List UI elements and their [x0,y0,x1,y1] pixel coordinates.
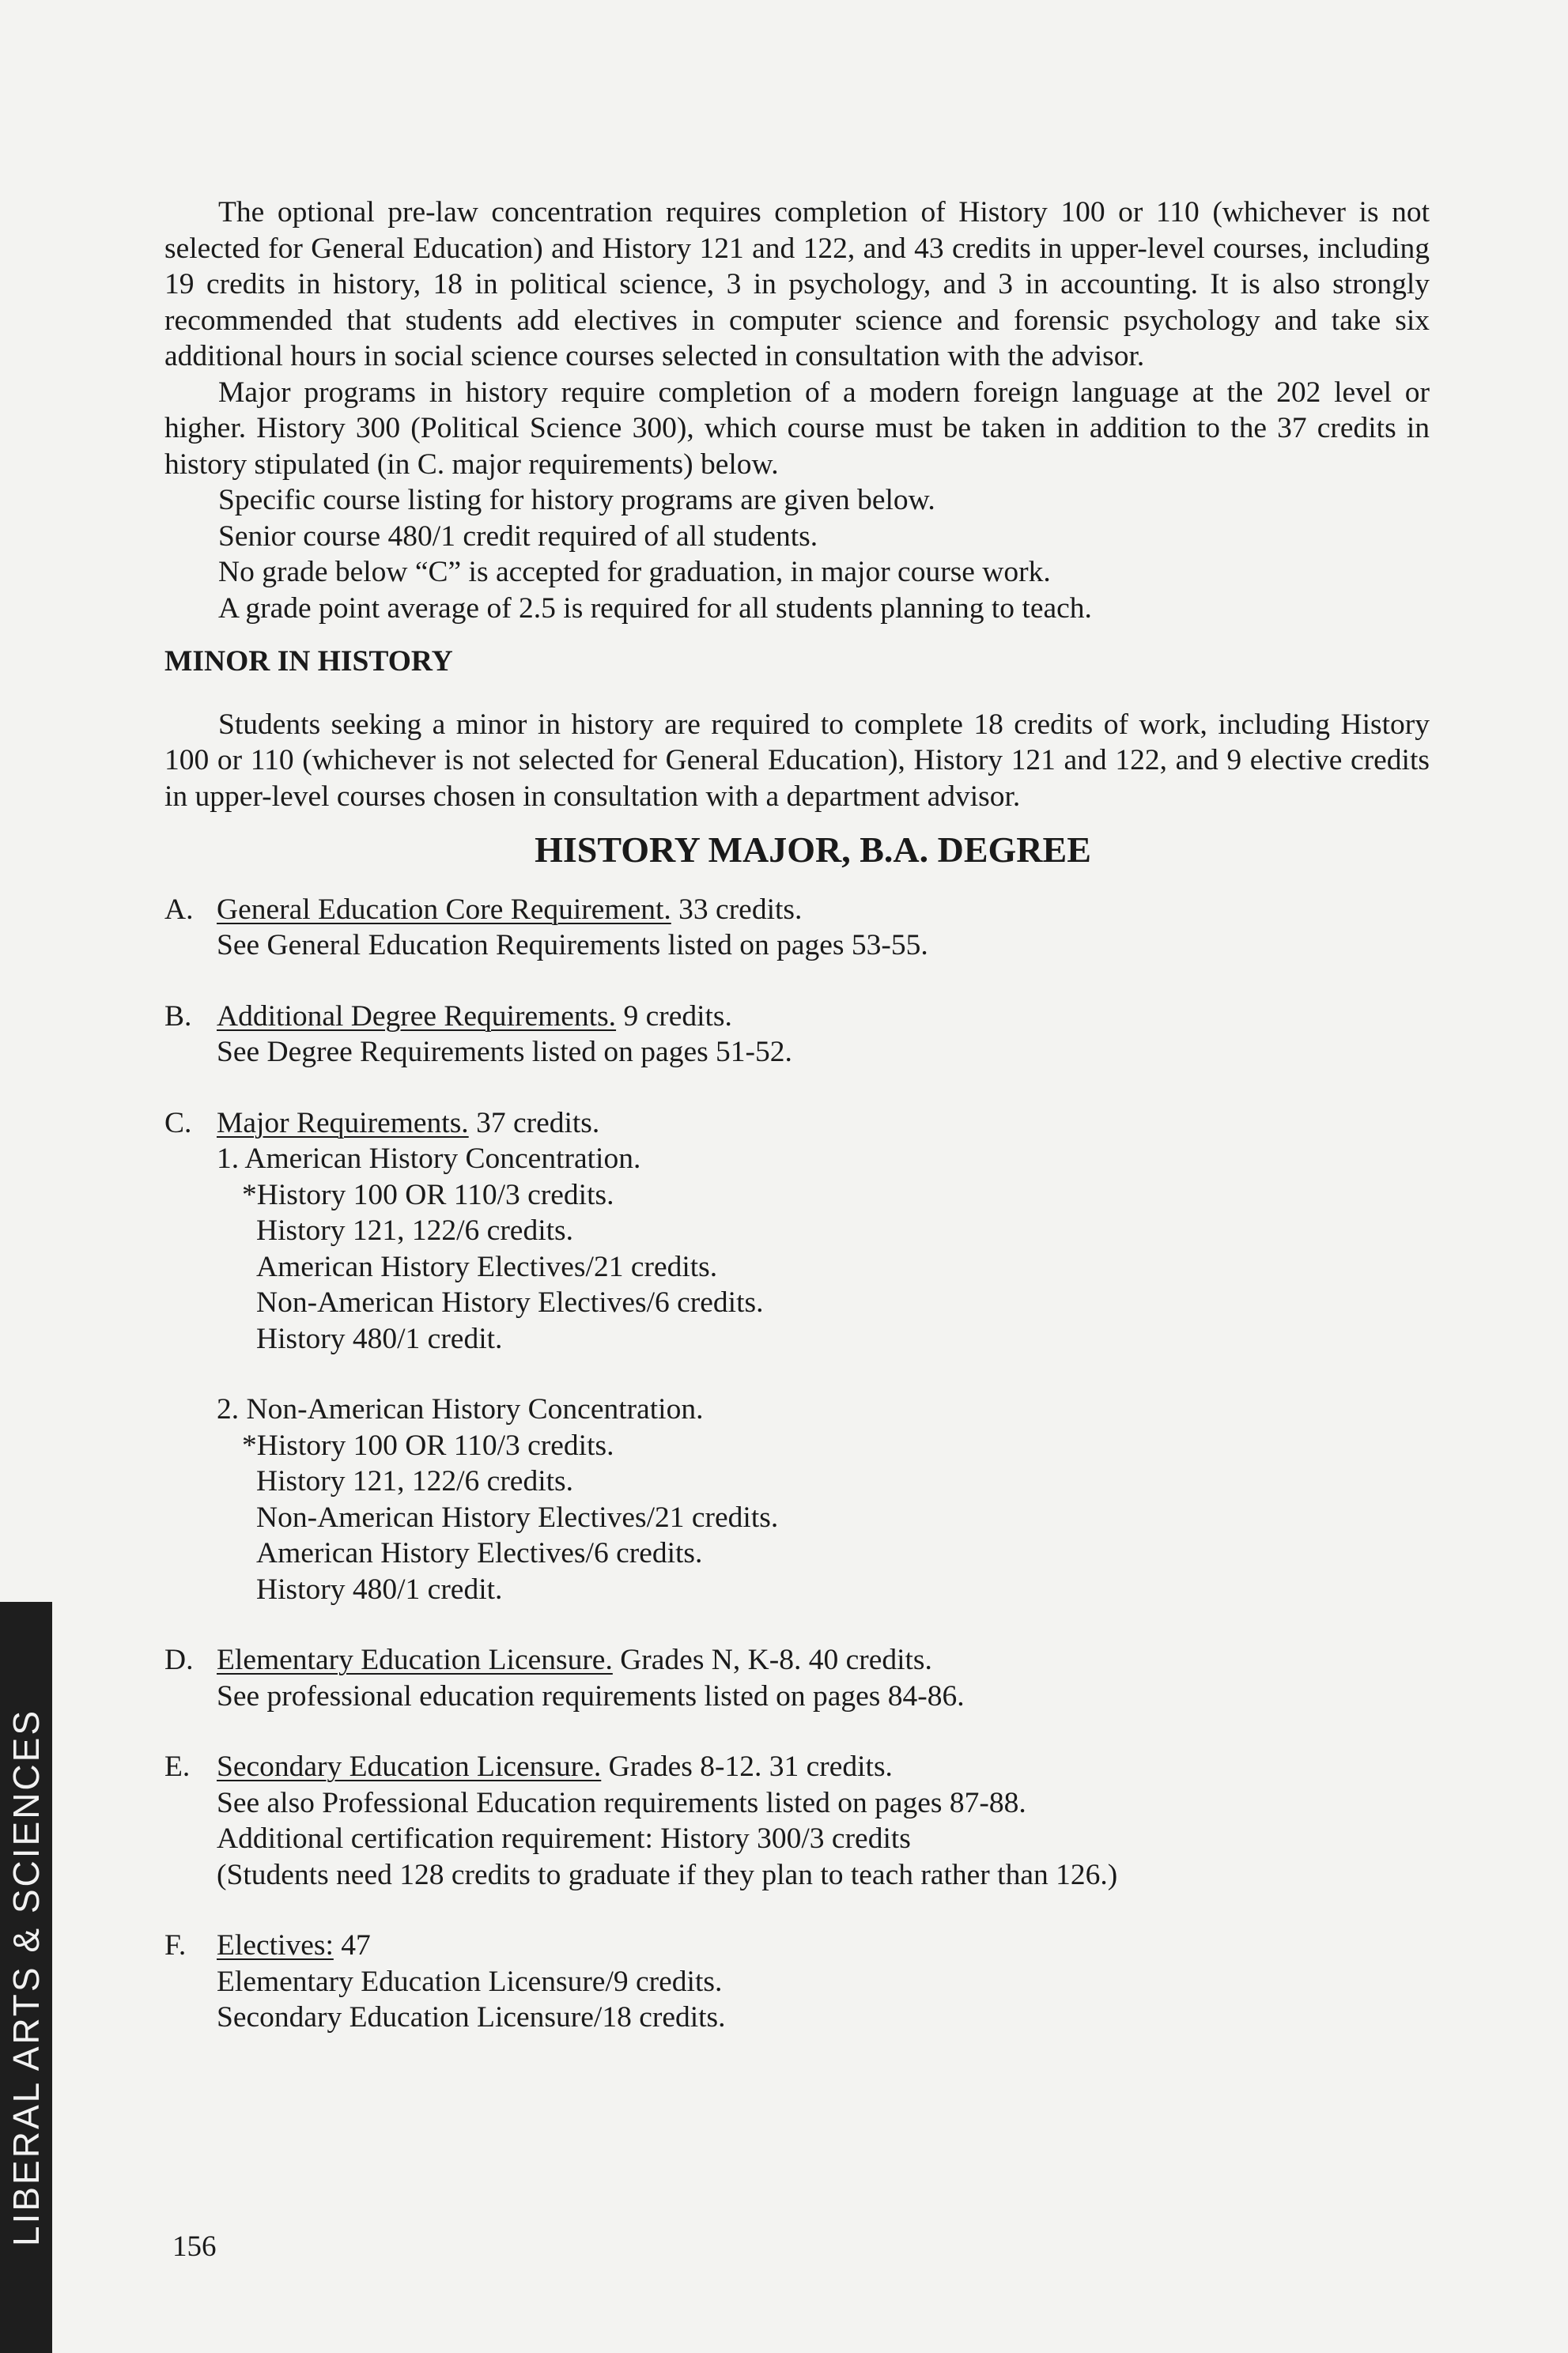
section-e-line-1: See also Professional Education requirements listed on pages 87-88. [217,1786,1026,1819]
section-c [164,1105,1430,1608]
section-f-letter: F. [164,1929,187,1962]
non-american-item-1: *History 100 OR 110/3 credits. [242,1429,614,1462]
non-american-item-3: Non-American History Electives/21 credits. [256,1501,779,1534]
major-title: HISTORY MAJOR, B.A. DEGREE [535,829,1091,870]
section-c-credits: 37 credits. [476,1106,600,1139]
section-tab-sidebar [0,1602,52,2353]
american-item-4: Non-American History Electives/6 credits. [256,1286,764,1319]
non-american-item-2: History 121, 122/6 credits. [256,1465,574,1498]
section-e-line-2: Additional certification requirement: History 300/3 credits [217,1822,911,1855]
section-b-line: See Degree Requirements listed on pages 51-52. [217,1036,792,1068]
sidebar-label: LIBERAL ARTS & SCIENCES [6,1708,47,2247]
page-content [164,195,1430,2071]
intro-line-course-listing: Specific course listing for history programs are given below. [218,484,935,516]
section-e [164,1749,1430,1893]
section-a-line: See General Education Requirements listed on pages 53-55. [217,929,928,961]
page-number: 156 [172,2230,217,2263]
section-f-line-1: Elementary Education Licensure/9 credits. [217,1965,723,1998]
prelaw-paragraph: The optional pre-law concentration requires completion of History 100 or 110 (whichever is not selected for General Education) and History 121 and 122, and 43 credits in upper-level courses, including 19 credits in history, 18 in political science, 3 in psychology, and 3 in accounting. It is also strongly recommended that students add electives in computer science and forensic psychology and take six additional hours in social science courses selected in consultation with the advisor. [164,196,1430,372]
section-a-title: General Education Core Requirement. [217,893,671,926]
section-b-credits: 9 credits. [623,999,732,1033]
non-american-concentration-heading: 2. Non-American History Concentration. [217,1393,704,1426]
section-d-letter: D. [164,1644,194,1676]
american-concentration-heading: 1. American History Concentration. [217,1143,641,1175]
section-e-letter: E. [164,1751,191,1783]
intro-line-grade-requirement: No grade below “C” is accepted for graduation, in major course work. [218,556,1051,588]
section-d [164,1642,1430,1714]
section-a-letter: A. [164,893,194,926]
section-c-letter: C. [164,1106,192,1139]
section-d-line: See professional education requirements listed on pages 84-86. [217,1679,965,1713]
section-e-title: Secondary Education Licensure. [217,1751,602,1783]
american-item-3: American History Electives/21 credits. [256,1250,718,1283]
section-c-title: Major Requirements. [217,1106,469,1139]
non-american-item-4: American History Electives/6 credits. [256,1537,703,1569]
section-d-title: Elementary Education Licensure. [217,1644,613,1676]
minor-heading: MINOR IN HISTORY [164,645,453,678]
section-b [164,999,1430,1071]
foreign-language-paragraph: Major programs in history require completion of a modern foreign language at the 202 level or higher. History 300 (Political Science 300), which course must be taken in addition to the 37 credits in history stipulated (in C. major requirements) below. [164,376,1430,481]
section-b-title: Additional Degree Requirements. [217,999,617,1033]
section-a-credits: 33 credits. [678,893,803,926]
section-d-credits: Grades N, K-8. 40 credits. [620,1644,932,1676]
section-f-title: Electives: [217,1929,334,1962]
section-a [164,892,1430,964]
american-item-5: History 480/1 credit. [256,1322,503,1355]
intro-line-gpa-requirement: A grade point average of 2.5 is required for all students planning to teach. [218,591,1092,625]
section-e-line-3: (Students need 128 credits to graduate if they plan to teach rather than 126.) [217,1858,1118,1891]
section-f-credits: 47 [341,1929,371,1962]
section-b-letter: B. [164,999,192,1033]
section-f-line-2: Secondary Education Licensure/18 credits. [217,2001,726,2034]
non-american-item-5: History 480/1 credit. [256,1573,503,1606]
intro-line-senior-course: Senior course 480/1 credit required of all students. [218,519,818,553]
section-f [164,1928,1430,2036]
american-item-2: History 121, 122/6 credits. [256,1214,574,1247]
minor-paragraph: Students seeking a minor in history are required to complete 18 credits of work, including History 100 or 110 (whichever is not selected for General Education), History 121 and 122, and 9 elective credits in upper-level courses chosen in consultation with a department advisor. [164,708,1430,813]
american-item-1: *History 100 OR 110/3 credits. [242,1178,614,1211]
section-e-credits: Grades 8-12. 31 credits. [608,1751,893,1783]
